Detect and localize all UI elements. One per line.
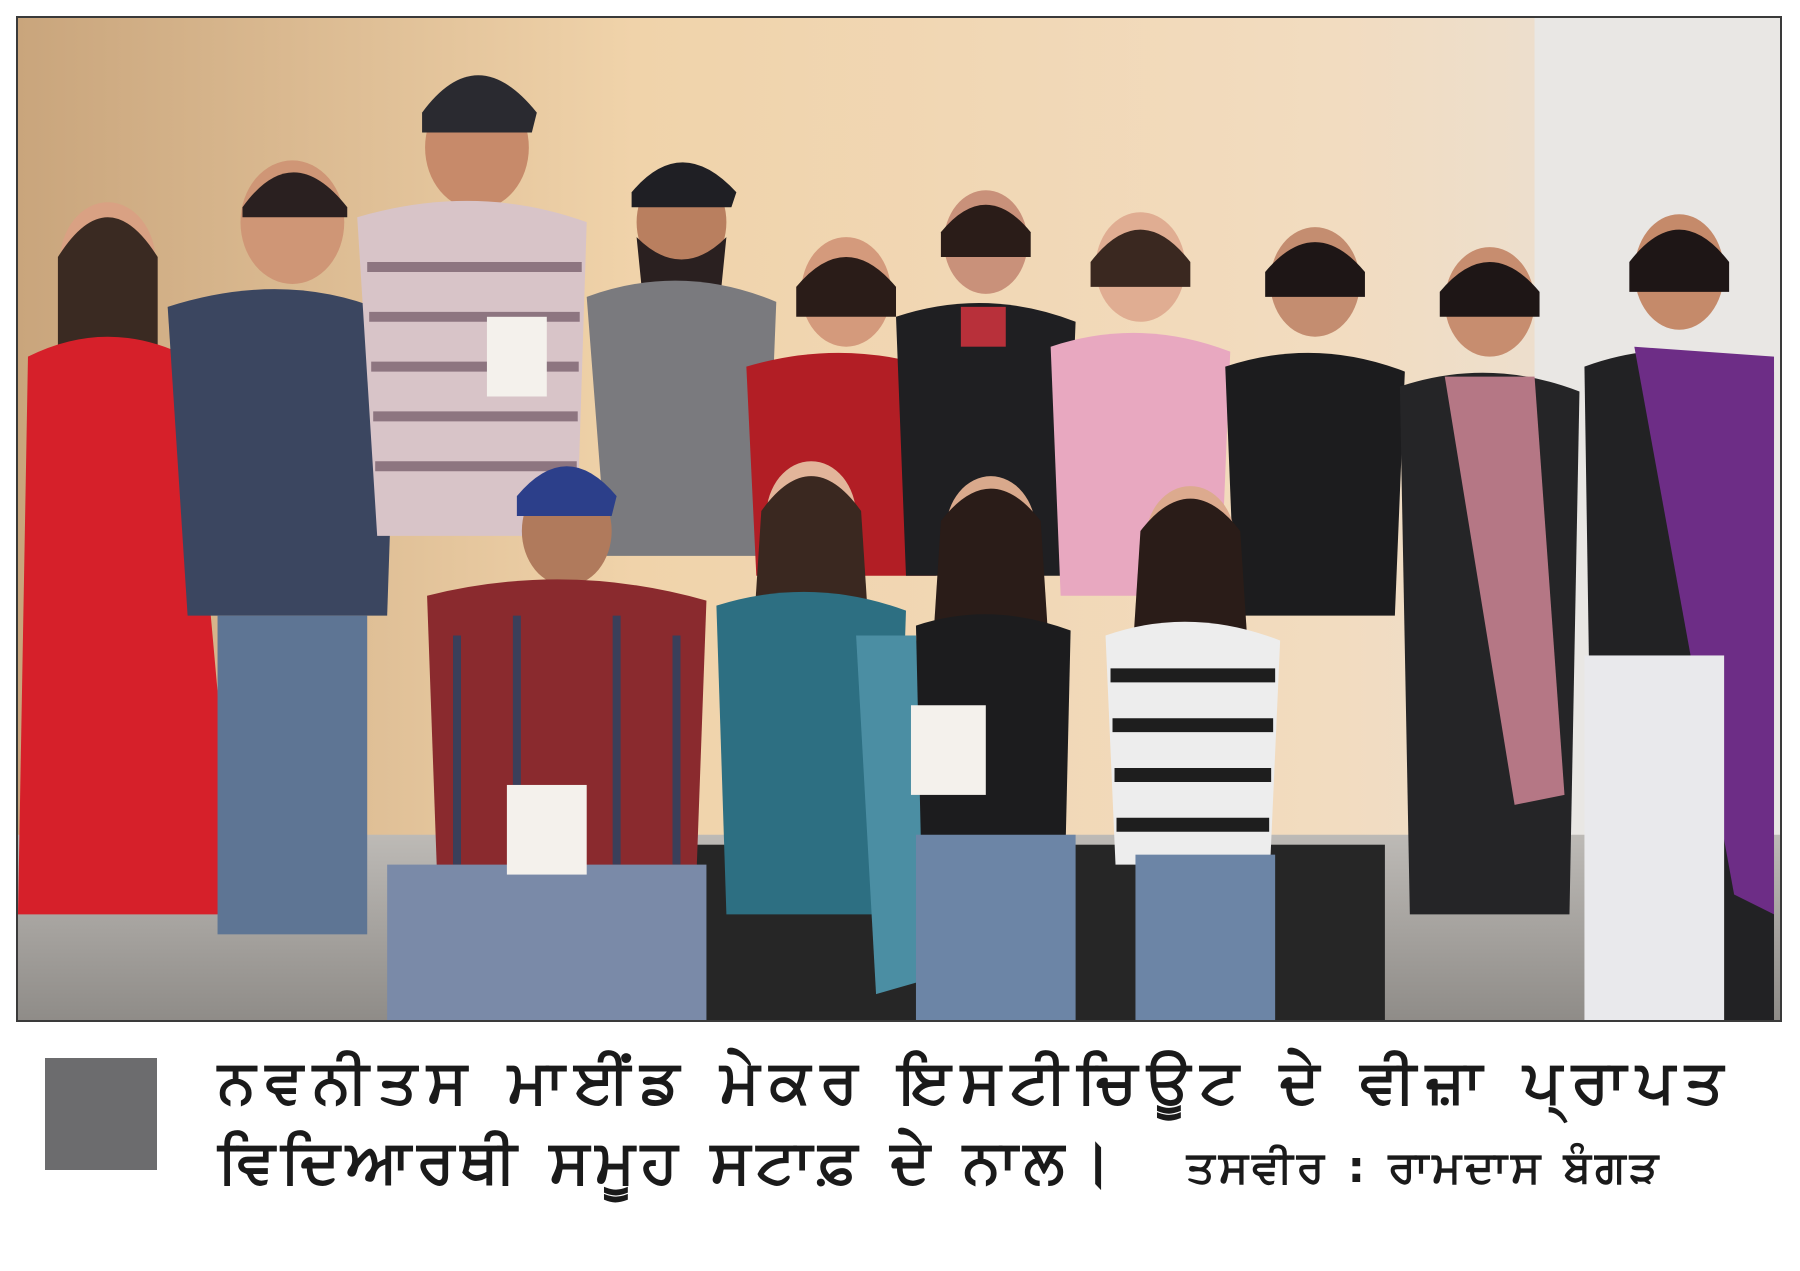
caption-marker-block — [45, 1058, 157, 1170]
caption-line-2-row — [218, 1122, 1778, 1208]
group-photo-illustration — [18, 18, 1780, 1020]
photo-caption — [218, 1042, 1778, 1208]
photo-credit: ਤਸਵੀਰ : ਰਾਮਦਾਸ ਬੰਗੜ — [1186, 1142, 1663, 1193]
news-photo — [16, 16, 1782, 1022]
caption-line-2: ਵਿਦਿਆਰਥੀ ਸਮੂਹ ਸਟਾਫ਼ ਦੇ ਨਾਲ। — [218, 1127, 1117, 1197]
caption-line-1: ਨਵਨੀਤਸ ਮਾਈਂਡ ਮੇਕਰ ਇਸਟੀਚਿਊਟ ਦੇ ਵੀਜ਼ਾ ਪ੍ਰਾਪਤ — [218, 1047, 1734, 1117]
